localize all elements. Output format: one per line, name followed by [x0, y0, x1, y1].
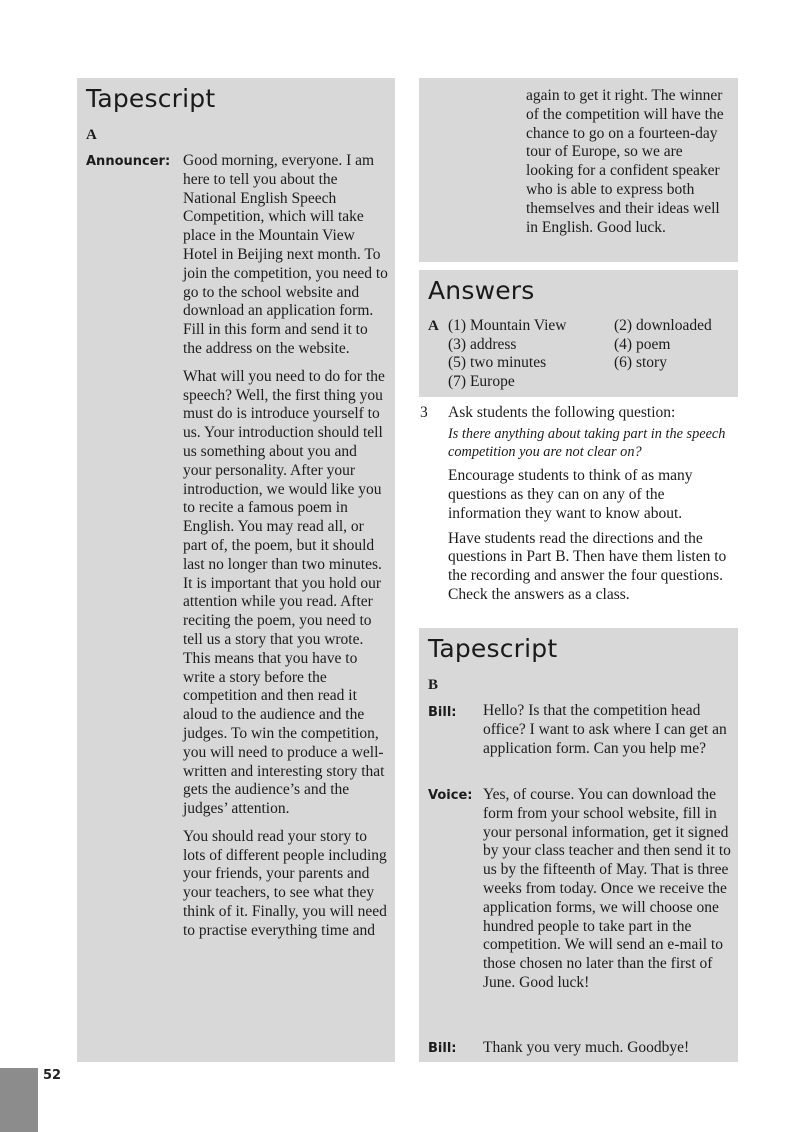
- page-number-bar: [0, 1068, 38, 1132]
- speaker-bill: Bill:: [428, 705, 457, 720]
- instruction-line-1: Ask students the following question:: [448, 404, 676, 421]
- instruction-paragraph-3: Have students read the directions and the questions in Part B. Then have them listen to the recording and answer the four questions. Check the answers as a class.: [448, 529, 727, 603]
- announcer-paragraph-3: You should read your story to lots of different people including your friends, your parents and your teachers, to see what they think of it. Finally, you will need to practise everything time and: [183, 827, 387, 939]
- answer-item: (4) poem: [614, 335, 671, 353]
- tapescript-a-title: Tapescript: [86, 84, 216, 113]
- speaker-announcer: Announcer:: [86, 154, 171, 169]
- announcer-paragraph-1: Good morning, everyone. I am here to tell you about the National English Speech Competition, which will take place in the Mountain View Hotel in Beijing next month. To join the competition, you need to go to the school website and download an application form. Fill in this form and send it to the address on the website.: [183, 152, 388, 357]
- dialogue-line: Yes, of course. You can download the form from your school website, fill in your personal information, get it signed by your class teacher and then send it to us by the fifteenth of May. That is three weeks from today. Once we receive the application forms, we will choose one hundred people to take part in the competition. We will send an e-mail to those chosen no later than the first of June. Good luck!: [483, 786, 731, 991]
- answers-section-label: A: [428, 318, 439, 334]
- speaker-bill: Bill:: [428, 1041, 457, 1056]
- page-number: 52: [43, 1068, 62, 1083]
- dialogue-line: Thank you very much. Goodbye!: [483, 1039, 690, 1056]
- announcer-paragraph-2: What will you need to do for the speech? Well, the first thing you must do is introduce yourself to us. Your introduction should tell us something about you and your personality. After your introduction, we would like you to recite a famous poem in English. You may read all, or part of, the poem, but it should last no longer than two minutes. It is important that you hold our attention while you read. After reciting the poem, you need to tell us a story that you wrote. This means that you have to write a story before the competition and then read it aloud to the audience and the judges. To win the competition, you will need to produce a well-written and interesting story that gets the audience’s and the judges’ attention.: [183, 367, 385, 818]
- section-label-a: A: [86, 127, 97, 143]
- answers-box: [419, 270, 738, 397]
- instruction-paragraph-2: Encourage students to think of as many questions as they can on any of the information they want to know about.: [448, 467, 693, 522]
- speaker-voice: Voice:: [428, 788, 473, 803]
- answer-item: (1) Mountain View: [448, 317, 567, 334]
- announcer-text: [183, 152, 389, 941]
- section-label-b: B: [428, 677, 439, 693]
- tapescript-b-box: [419, 628, 738, 1062]
- answer-item: (2) downloaded: [614, 317, 712, 334]
- answers-title: Answers: [428, 276, 535, 305]
- tapescript-a-box: [77, 78, 395, 1062]
- answer-item: (5) two minutes: [448, 354, 547, 371]
- dialogue-line: Hello? Is that the competition head office? I want to ask where I can get an application form. Can you help me?: [483, 702, 727, 757]
- tapescript-b-title: Tapescript: [428, 634, 558, 663]
- answer-item: (3) address: [448, 335, 517, 353]
- answer-item: (6) story: [614, 354, 667, 371]
- tapescript-a-continuation-box: [419, 78, 738, 262]
- answer-item: (7) Europe: [448, 372, 515, 390]
- continuation-text: again to get it right. The winner of the competition will have the chance to go on a fourteen-day tour of Europe, so we are looking for a confident speaker who is able to express both themselves and their ideas well in English. Good luck.: [526, 87, 724, 236]
- step-number: 3: [420, 404, 428, 421]
- instruction-question: Is there anything about taking part in the speech competition you are not clear on?: [448, 425, 726, 460]
- answers-list: [448, 317, 733, 393]
- instructions: [448, 404, 738, 605]
